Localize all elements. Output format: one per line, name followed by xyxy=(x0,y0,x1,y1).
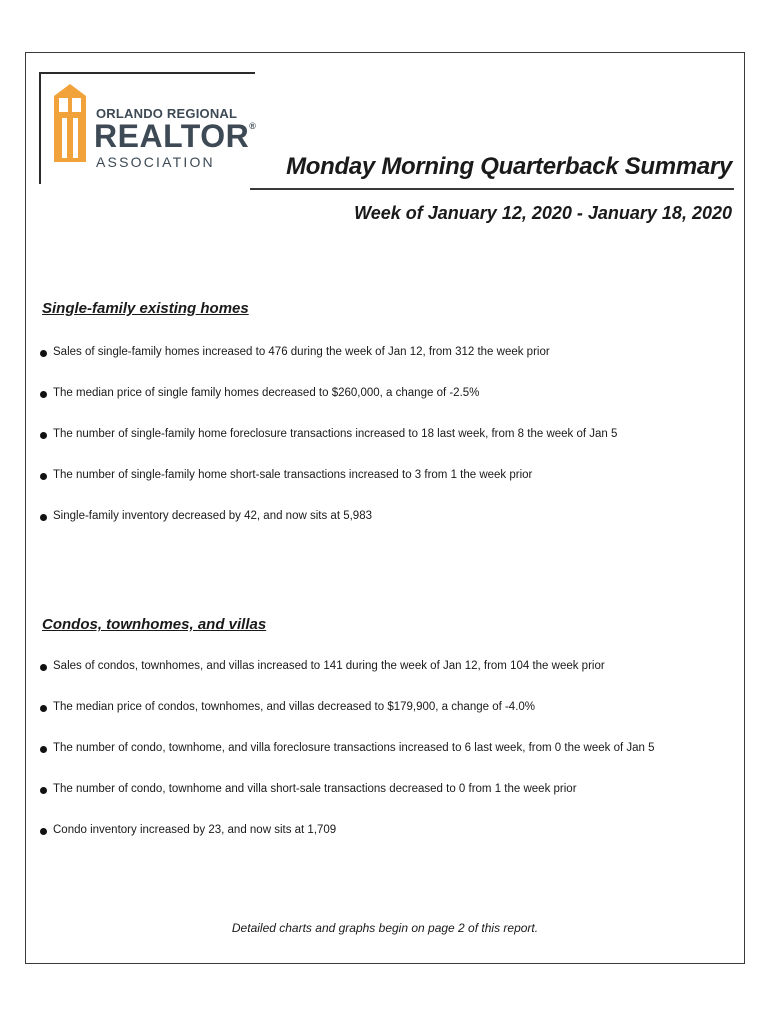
house-key-icon xyxy=(50,82,90,162)
logo-text-association: ASSOCIATION xyxy=(96,154,215,170)
bullet-icon xyxy=(40,828,47,835)
week-range: Week of January 12, 2020 - January 18, 2020 xyxy=(354,203,732,223)
bullet-icon xyxy=(40,664,47,671)
logo-text-orlando-regional: ORLANDO REGIONAL xyxy=(96,106,238,121)
bullet-icon xyxy=(40,514,47,521)
footer-note: Detailed charts and graphs begin on page 2 of this report. xyxy=(231,921,539,935)
logo-text-realtor: REALTOR® xyxy=(94,118,257,154)
registered-mark: ® xyxy=(249,121,257,131)
bullet-icon xyxy=(40,350,47,357)
title-divider xyxy=(250,188,734,190)
bullet-icon xyxy=(40,746,47,753)
bullet-icon xyxy=(40,705,47,712)
section-heading-single-family: Single-family existing homes xyxy=(42,300,249,317)
logo-rule-top xyxy=(39,72,255,74)
orrar-logo xyxy=(50,82,257,170)
bullet-icon xyxy=(40,787,47,794)
logo-rule-left xyxy=(39,72,41,184)
bullet-icon xyxy=(40,391,47,398)
bullet-icon xyxy=(40,473,47,480)
page-title: Monday Morning Quarterback Summary xyxy=(286,153,732,180)
bullet-icon xyxy=(40,432,47,439)
section-heading-condos: Condos, townhomes, and villas xyxy=(42,616,267,633)
